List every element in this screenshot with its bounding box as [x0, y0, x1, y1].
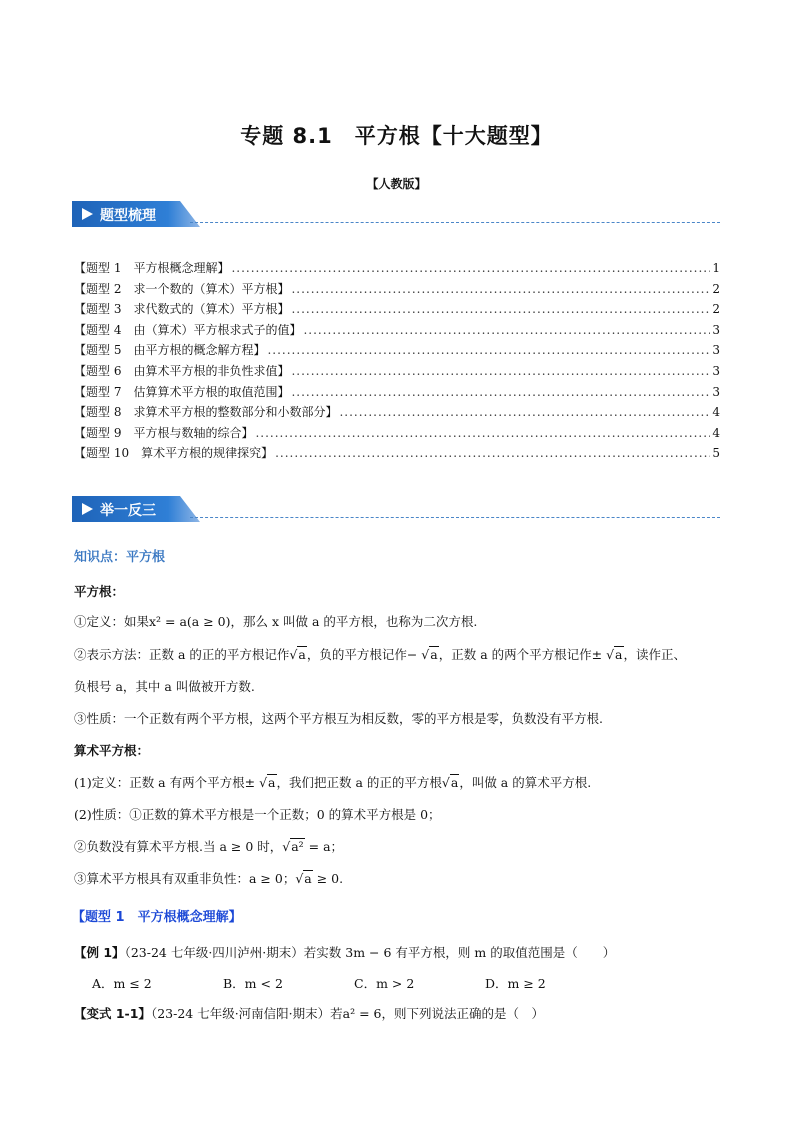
toc-item[interactable] — [74, 403, 720, 424]
question-type-heading: 【题型 1 平方根概念理解】 — [72, 910, 242, 925]
dashed-divider — [190, 222, 720, 223]
representation-line: ②表示方法：正数 a 的正的平方根记作√a，负的平方根记作− √a，正数 a 的两个平方根记作± √a，读作正、 — [74, 647, 687, 662]
square-root-title: 平方根： — [74, 584, 125, 599]
toc-page: 3 — [712, 384, 720, 399]
variant-label: 【变式 1-1】 — [74, 1006, 151, 1021]
dashed-divider — [190, 517, 720, 518]
option-a[interactable]: A．m ≤ 2 — [92, 976, 152, 991]
toc-label: 【题型 2 求一个数的（算术）平方根】 — [74, 281, 290, 296]
toc-item[interactable] — [74, 300, 720, 321]
example-label: 【例 1】 — [74, 945, 125, 960]
arithmetic-definition: (1)定义：正数 a 有两个平方根± √a，我们把正数 a 的正的平方根√a，叫做 a 的算术平方根. — [74, 775, 592, 790]
play-triangle-icon — [82, 208, 93, 220]
toc-page: 3 — [712, 322, 720, 337]
toc-item[interactable] — [74, 341, 720, 362]
example-text: （23-24 七年级·四川泸州·期末）若实数 3m − 6 有平方根，则 m 的取值范围是（ ） — [124, 945, 616, 960]
toc-label: 【题型 4 由（算术）平方根求式子的值】 — [74, 322, 302, 337]
toc-item[interactable] — [74, 424, 720, 445]
variant-1-1 — [74, 1004, 734, 1024]
toc-leader — [231, 261, 710, 275]
definition-line: ①定义：如果x² = a(a ≥ 0)，那么 x 叫做 a 的平方根，也称为二次方根. — [74, 614, 478, 629]
toc-leader — [291, 385, 710, 399]
toc-label: 【题型 8 求算术平方根的整数部分和小数部分】 — [74, 405, 338, 420]
option-b[interactable]: B．m < 2 — [223, 976, 283, 991]
toc-leader — [339, 405, 710, 419]
toc-leader — [291, 364, 710, 378]
toc-page: 4 — [712, 425, 720, 440]
toc-page: 2 — [712, 302, 720, 317]
knowledge-point-heading: 知识点：平方根 — [74, 550, 166, 565]
toc-page: 3 — [712, 343, 720, 358]
toc-item[interactable] — [74, 280, 720, 301]
section-title: 题型梳理 — [100, 208, 156, 224]
toc-label: 【题型 6 由算术平方根的非负性求值】 — [74, 363, 290, 378]
property-line: ③性质：一个正数有两个平方根，这两个平方根互为相反数，零的平方根是零，负数没有平方根. — [74, 711, 603, 726]
toc-page: 2 — [712, 281, 720, 296]
arithmetic-root-title: 算术平方根： — [74, 743, 150, 758]
toc-leader — [291, 282, 710, 296]
toc-item[interactable] — [74, 444, 720, 465]
representation-line-2: 负根号 a，其中 a 叫做被开方数. — [74, 679, 255, 694]
toc-label: 【题型 1 平方根概念理解】 — [74, 261, 230, 275]
answer-options — [92, 974, 616, 992]
toc-leader — [275, 446, 710, 460]
toc-item[interactable] — [74, 259, 720, 280]
page-title: 专题 8.1 平方根【十大题型】 — [240, 124, 553, 148]
example-1 — [74, 943, 734, 963]
toc-leader — [291, 302, 710, 316]
edition-label: 【人教版】 — [366, 177, 427, 191]
toc-leader — [267, 343, 710, 357]
section-header-examples — [72, 496, 720, 522]
toc-label: 【题型 5 由平方根的概念解方程】 — [74, 343, 266, 358]
variant-text: （23-24 七年级·河南信阳·期末）若a² = 6，则下列说法正确的是（ ） — [150, 1006, 544, 1021]
section-title: 举一反三 — [100, 503, 156, 519]
toc-item[interactable] — [74, 383, 720, 404]
toc-leader — [303, 323, 710, 337]
section-header-toc — [72, 201, 720, 227]
arithmetic-property: (2)性质：①正数的算术平方根是一个正数；0 的算术平方根是 0； — [74, 807, 441, 822]
toc-page: 4 — [712, 405, 720, 420]
toc-item[interactable] — [74, 362, 720, 383]
toc-label: 【题型 9 平方根与数轴的综合】 — [74, 425, 254, 440]
toc-label: 【题型 7 估算算术平方根的取值范围】 — [74, 384, 290, 399]
toc-label: 【题型 3 求代数式的（算术）平方根】 — [74, 302, 290, 317]
toc-page: 5 — [712, 446, 720, 461]
double-nonnegative-line: ③算术平方根具有双重非负性：a ≥ 0；√a ≥ 0. — [74, 871, 344, 886]
option-d[interactable]: D．m ≥ 2 — [485, 976, 546, 991]
toc-leader — [255, 426, 710, 440]
toc-page: 1 — [712, 261, 720, 275]
option-c[interactable]: C．m > 2 — [354, 976, 415, 991]
toc-page: 3 — [712, 363, 720, 378]
negative-no-root-line: ②负数没有算术平方根.当 a ≥ 0 时，√a² = a； — [74, 839, 344, 854]
table-of-contents — [74, 259, 720, 465]
toc-label: 【题型 10 算术平方根的规律探究】 — [74, 446, 274, 461]
toc-item[interactable] — [74, 321, 720, 342]
play-triangle-icon — [82, 503, 93, 515]
